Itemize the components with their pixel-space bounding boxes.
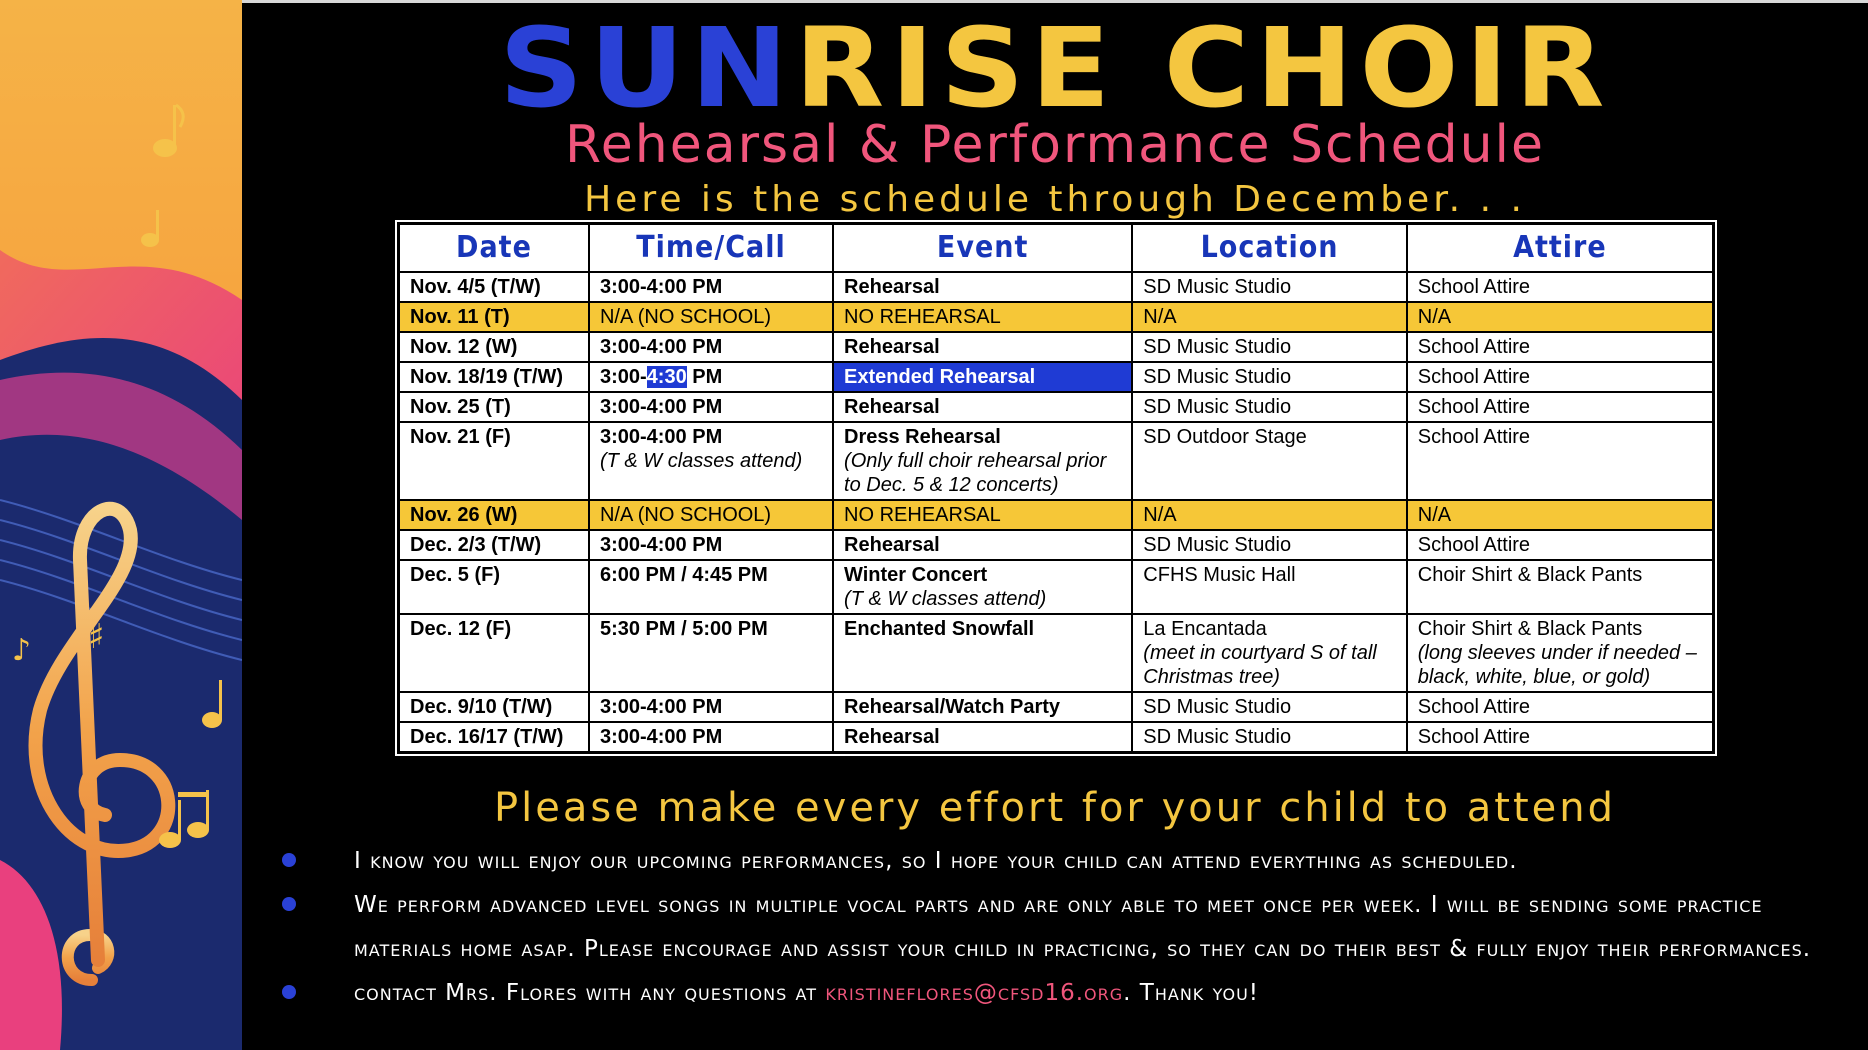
cell-time[interactable]: 6:00 PM / 4:45 PM xyxy=(589,560,833,614)
cell-location[interactable]: CFHS Music Hall xyxy=(1132,560,1406,614)
cell-event[interactable]: Enchanted Snowfall xyxy=(833,614,1132,692)
header-event: Event xyxy=(833,224,1132,273)
intro-text: Here is the schedule through December. . . xyxy=(584,179,1526,220)
cell-event[interactable]: NO REHEARSAL xyxy=(833,500,1132,530)
cell-location[interactable]: SD Music Studio xyxy=(1132,722,1406,753)
cell-date[interactable]: Dec. 2/3 (T/W) xyxy=(399,530,589,560)
cell-attire[interactable]: School Attire xyxy=(1407,332,1714,362)
cell-time[interactable]: 5:30 PM / 5:00 PM xyxy=(589,614,833,692)
table-row xyxy=(399,332,1714,362)
page-subtitle: Rehearsal & Performance Schedule xyxy=(565,115,1545,175)
table-row xyxy=(399,722,1714,753)
table-row xyxy=(399,362,1714,392)
cell-attire[interactable]: School Attire xyxy=(1407,392,1714,422)
list-item: I know you will enjoy our upcoming performances, so I hope your child can attend everything as scheduled. xyxy=(282,839,1862,883)
cell-attire[interactable]: N/A xyxy=(1407,302,1714,332)
cell-attire[interactable]: School Attire xyxy=(1407,422,1714,500)
cell-date[interactable]: Nov. 18/19 (T/W) xyxy=(399,362,589,392)
table-row xyxy=(399,692,1714,722)
table-row xyxy=(399,302,1714,332)
cell-time[interactable]: 3:00-4:30 PM xyxy=(589,362,833,392)
cell-location[interactable]: SD Music Studio xyxy=(1132,530,1406,560)
cell-attire[interactable]: Choir Shirt & Black Pants xyxy=(1407,560,1714,614)
table-row xyxy=(399,614,1714,692)
table-row xyxy=(399,392,1714,422)
table-row xyxy=(399,560,1714,614)
cell-location[interactable]: SD Music Studio xyxy=(1132,692,1406,722)
table-row xyxy=(399,500,1714,530)
cell-time[interactable]: 3:00-4:00 PM xyxy=(589,392,833,422)
cell-location[interactable]: SD Music Studio xyxy=(1132,362,1406,392)
schedule-table xyxy=(397,222,1715,754)
table-row xyxy=(399,530,1714,560)
cell-attire[interactable]: School Attire xyxy=(1407,362,1714,392)
cell-location[interactable]: La Encantada (meet in courtyard S of tall Christmas tree) xyxy=(1132,614,1406,692)
time-note: (T & W classes attend) xyxy=(599,450,803,472)
cell-location[interactable]: N/A xyxy=(1132,302,1406,332)
title-gold-part: RISE CHOIR xyxy=(794,4,1611,132)
cell-event[interactable]: Winter Concert (T & W classes attend) xyxy=(833,560,1132,614)
cell-time[interactable]: 3:00-4:00 PM xyxy=(589,692,833,722)
table-header-row xyxy=(399,224,1714,273)
cell-event[interactable]: NO REHEARSAL xyxy=(833,302,1132,332)
music-wave-art-icon xyxy=(0,0,242,1050)
cell-event[interactable]: Rehearsal xyxy=(833,392,1132,422)
cell-date[interactable]: Nov. 12 (W) xyxy=(399,332,589,362)
email-link[interactable]: kristineflores@cfsd16.org xyxy=(825,980,1124,1006)
cell-location[interactable]: SD Music Studio xyxy=(1132,392,1406,422)
cell-location[interactable]: SD Music Studio xyxy=(1132,272,1406,302)
slide-content xyxy=(242,3,1868,1050)
decorative-music-art xyxy=(0,0,242,1050)
cell-event[interactable]: Rehearsal xyxy=(833,332,1132,362)
cell-date[interactable]: Dec. 16/17 (T/W) xyxy=(399,722,589,753)
cell-attire[interactable]: School Attire xyxy=(1407,692,1714,722)
cell-location[interactable]: SD Outdoor Stage xyxy=(1132,422,1406,500)
event-note: (Only full choir rehearsal prior to Dec. 5 & 12 concerts) xyxy=(844,450,1107,496)
cell-attire[interactable]: N/A xyxy=(1407,500,1714,530)
cell-date[interactable]: Nov. 26 (W) xyxy=(399,500,589,530)
event-note: (T & W classes attend) xyxy=(844,588,1047,610)
cell-event[interactable]: Rehearsal xyxy=(833,272,1132,302)
title-blue-part: SUN xyxy=(499,4,795,132)
cell-attire[interactable]: Choir Shirt & Black Pants (long sleeves under if needed – black, white, blue, or gold) xyxy=(1407,614,1714,692)
header-date: Date xyxy=(399,224,589,273)
cell-date[interactable]: Nov. 4/5 (T/W) xyxy=(399,272,589,302)
cell-time[interactable]: 3:00-4:00 PM xyxy=(589,272,833,302)
cell-attire[interactable]: School Attire xyxy=(1407,530,1714,560)
list-item: We perform advanced level songs in multiple vocal parts and are only able to meet once per week. I will be sending some practice materials home asap. Please encourage and assist your child in practicing, so they can do their best & fully enjoy their performances. xyxy=(282,883,1862,971)
cell-time[interactable]: N/A (NO SCHOOL) xyxy=(589,500,833,530)
cell-date[interactable]: Nov. 21 (F) xyxy=(399,422,589,500)
cell-date[interactable]: Dec. 12 (F) xyxy=(399,614,589,692)
header-attire: Attire xyxy=(1407,224,1714,273)
cell-time[interactable]: 3:00-4:00 PM xyxy=(589,722,833,753)
cell-time[interactable]: 3:00-4:00 PM (T & W classes attend) xyxy=(589,422,833,500)
cell-event[interactable]: Rehearsal/Watch Party xyxy=(833,692,1132,722)
svg-text:♪: ♪ xyxy=(12,633,32,668)
text-selection[interactable]: 4:30 xyxy=(646,366,687,388)
notes-list xyxy=(282,839,1862,1015)
cell-date[interactable]: Dec. 5 (F) xyxy=(399,560,589,614)
location-note: (meet in courtyard S of tall Christmas tree) xyxy=(1143,642,1377,688)
cell-event[interactable]: Rehearsal xyxy=(833,530,1132,560)
cell-location[interactable]: SD Music Studio xyxy=(1132,332,1406,362)
cell-attire[interactable]: School Attire xyxy=(1407,722,1714,753)
cell-time[interactable]: N/A (NO SCHOOL) xyxy=(589,302,833,332)
cell-date[interactable]: Dec. 9/10 (T/W) xyxy=(399,692,589,722)
cell-event-selected[interactable]: Extended Rehearsal xyxy=(833,362,1132,392)
header-location: Location xyxy=(1132,224,1406,273)
table-row xyxy=(399,422,1714,500)
cell-location[interactable]: N/A xyxy=(1132,500,1406,530)
cell-time[interactable]: 3:00-4:00 PM xyxy=(589,332,833,362)
cell-event[interactable]: Dress Rehearsal (Only full choir rehearsal prior to Dec. 5 & 12 concerts) xyxy=(833,422,1132,500)
cell-attire[interactable]: School Attire xyxy=(1407,272,1714,302)
attire-note: (long sleeves under if needed – black, white, blue, or gold) xyxy=(1417,642,1697,688)
svg-text:♯: ♯ xyxy=(88,617,105,657)
cell-time[interactable]: 3:00-4:00 PM xyxy=(589,530,833,560)
cell-date[interactable]: Nov. 11 (T) xyxy=(399,302,589,332)
cell-date[interactable]: Nov. 25 (T) xyxy=(399,392,589,422)
page-title xyxy=(193,3,1868,133)
cell-event[interactable]: Rehearsal xyxy=(833,722,1132,753)
list-item: contact Mrs. Flores with any questions at kristineflores@cfsd16.org. Thank you! xyxy=(282,971,1862,1015)
table-row xyxy=(399,272,1714,302)
attend-heading: Please make every effort for your child to attend xyxy=(493,785,1617,831)
header-time: Time/Call xyxy=(589,224,833,273)
